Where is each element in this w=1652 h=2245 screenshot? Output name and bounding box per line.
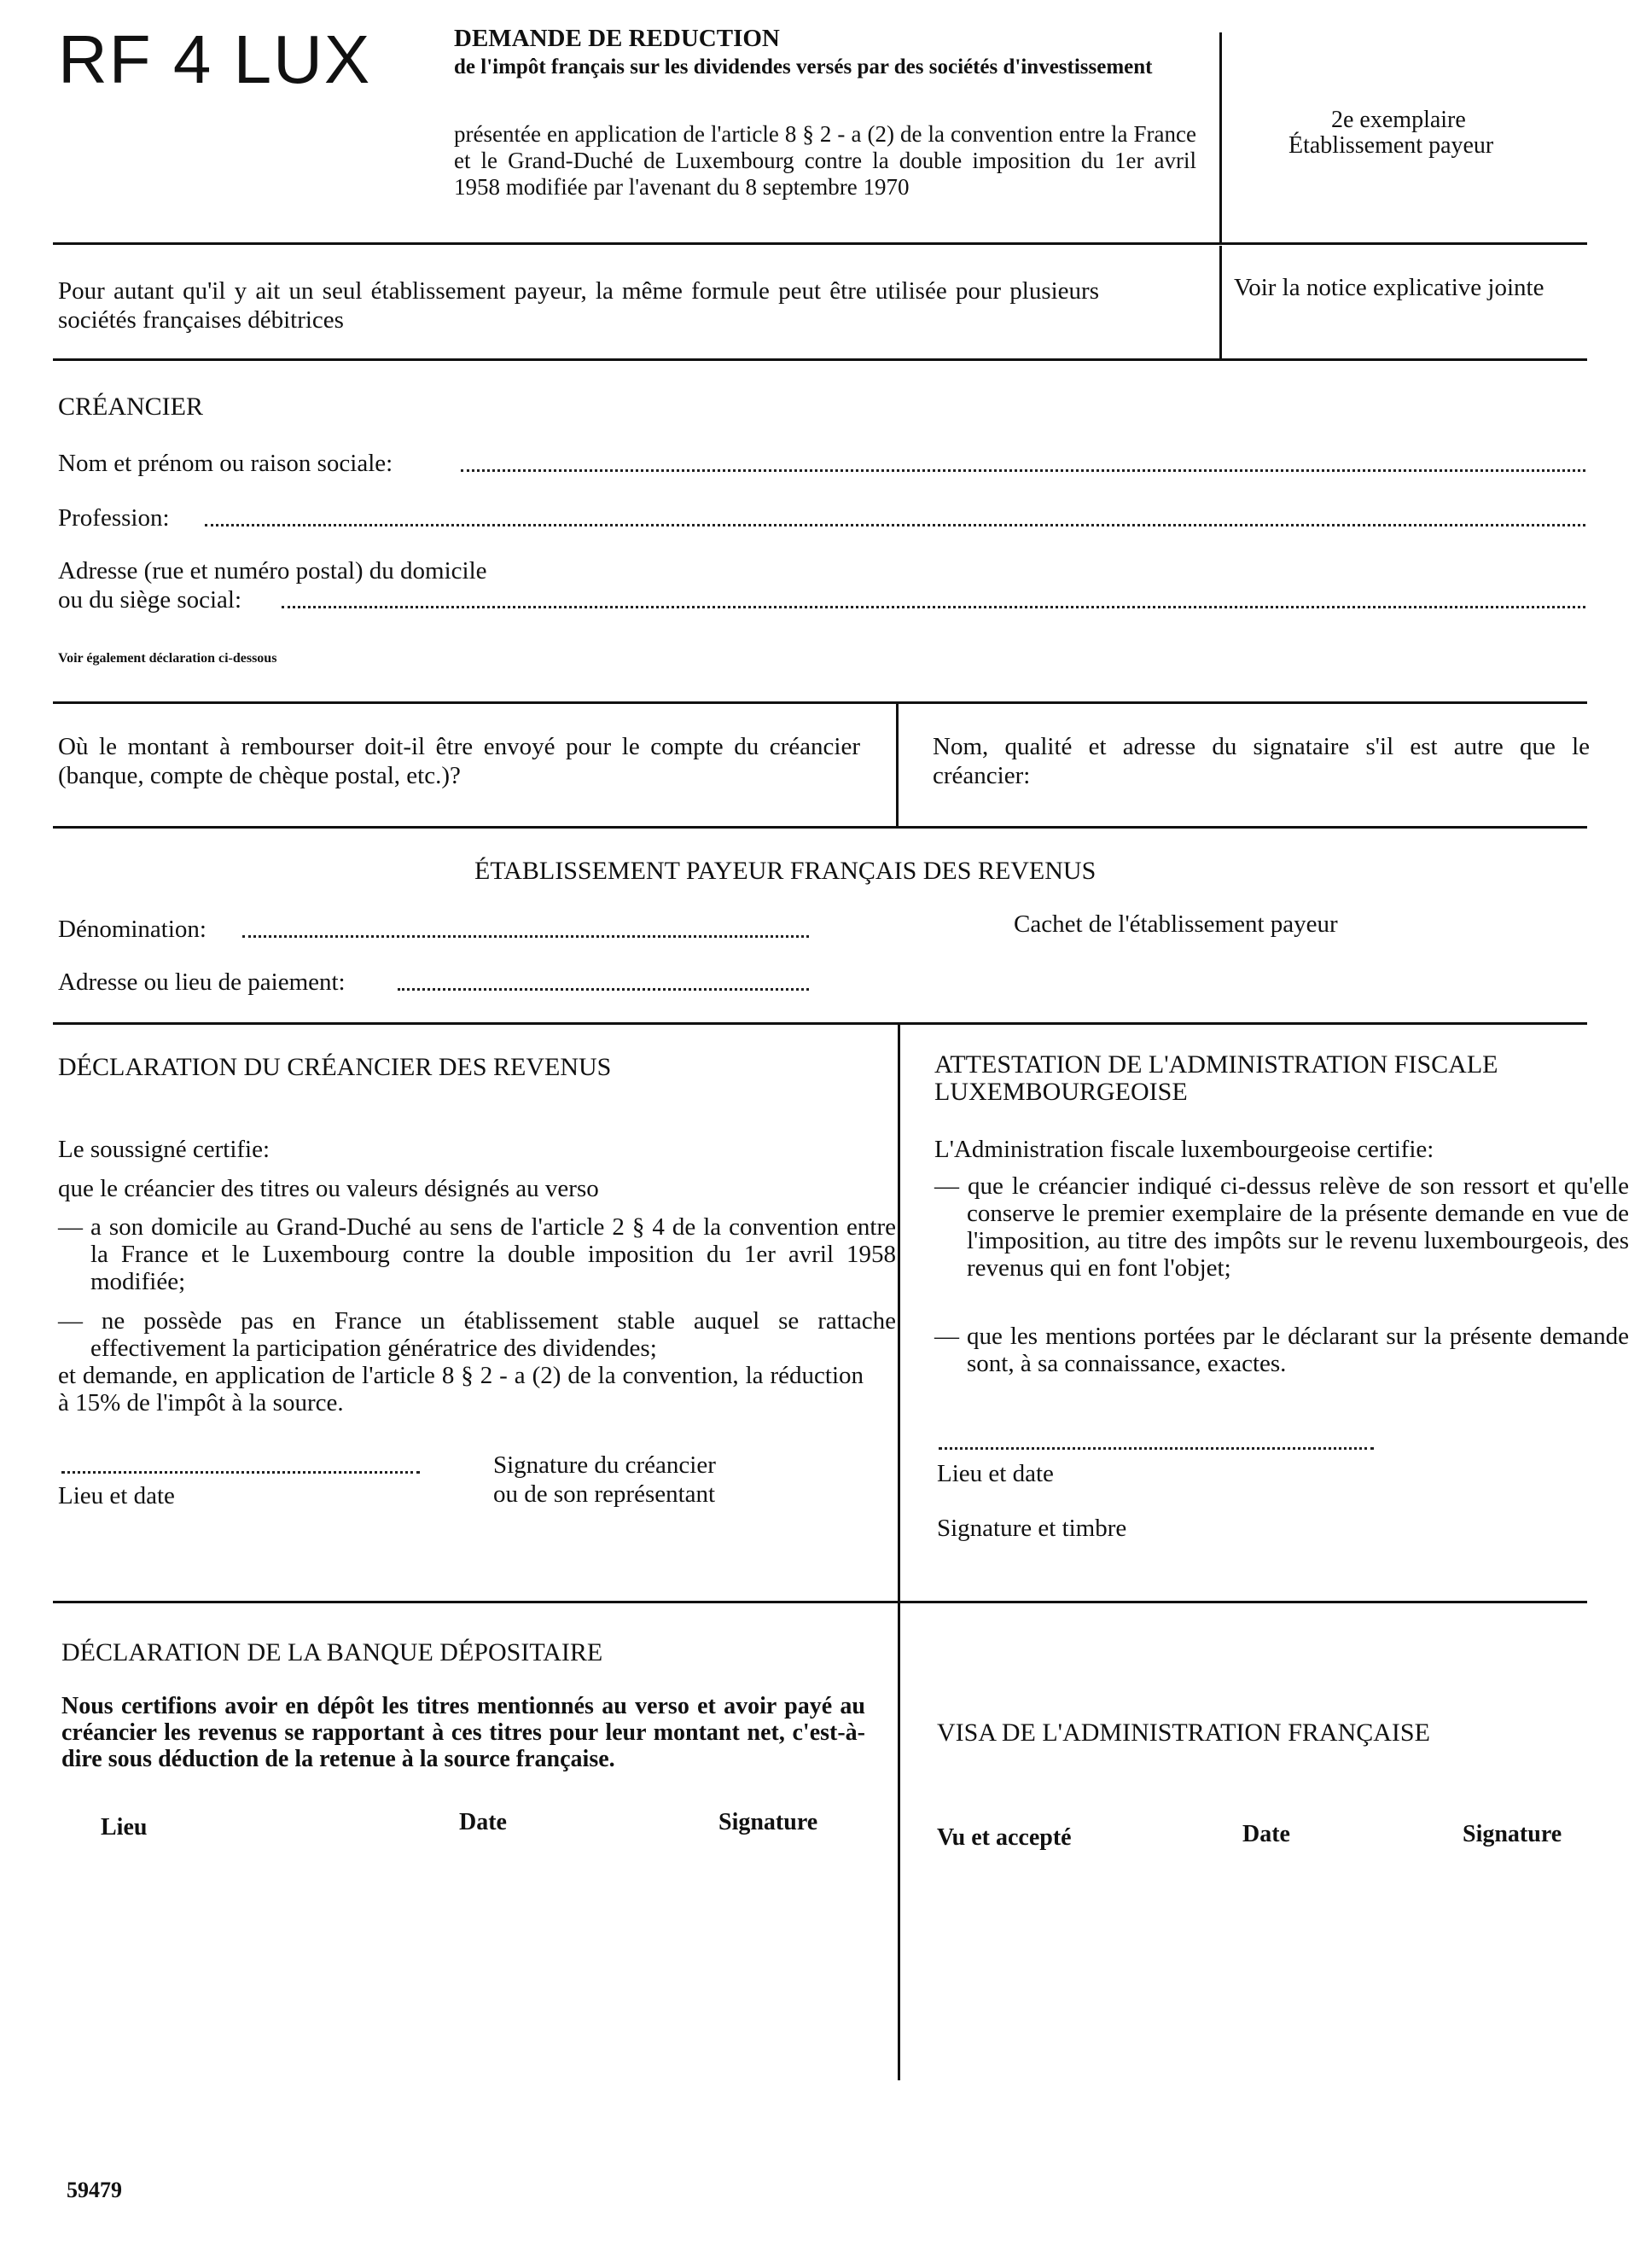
declaration-line1: que le créancier des titres ou valeurs désignés au verso xyxy=(58,1175,599,1202)
banque-heading: DÉCLARATION DE LA BANQUE DÉPOSITAIRE xyxy=(61,1638,603,1666)
etablissement-denomination-label: Dénomination: xyxy=(58,916,206,943)
notice-divider xyxy=(1219,246,1222,358)
divider-header xyxy=(53,242,1587,245)
etablissement-stamp-label: Cachet de l'établissement payeur xyxy=(1014,910,1338,938)
payment-question: Où le montant à rembourser doit-il être envoyé pour le compte du créancier (banque, compte de chèque postal, etc.)? xyxy=(58,733,860,789)
declaration-divider xyxy=(898,1024,900,1601)
creancier-name-label: Nom et prénom ou raison sociale: xyxy=(58,450,393,477)
creancier-see-also: Voir également déclaration ci-dessous xyxy=(58,651,277,666)
declaration-place-date-field[interactable] xyxy=(61,1471,420,1474)
notice-see-explanation: Voir la notice explicative jointe xyxy=(1234,274,1544,301)
form-number: 59479 xyxy=(67,2178,122,2202)
divider-creancier xyxy=(53,701,1587,704)
etablissement-address-label: Adresse ou lieu de paiement: xyxy=(58,968,346,996)
attestation-heading: ATTESTATION DE L'ADMINISTRATION FISCALE LUXEMBOURGEOISE xyxy=(934,1050,1498,1106)
declaration-certify: Le soussigné certifie: xyxy=(58,1136,270,1163)
visa-date-label: Date xyxy=(1242,1821,1290,1847)
creancier-profession-label: Profession: xyxy=(58,504,170,532)
form-code: RF 4 LUX xyxy=(58,21,372,97)
divider-declaration xyxy=(53,1601,1587,1603)
form-intro: présentée en application de l'article 8 § 2 - a (2) de la convention entre la France et le Grand-Duché de Luxembourg contre la double imposition du 1er avril 1958 modifiée par l'avenant du 8 septembre 1970 xyxy=(454,121,1196,200)
visa-accepted-label: Vu et accepté xyxy=(937,1824,1072,1851)
copy-recipient: Établissement payeur xyxy=(1288,132,1494,159)
declaration-item1: — a son domicile au Grand-Duché au sens de l'article 2 § 4 de la convention entre la France et le Luxembourg contre la double imposition du 1er avril 1958 modifiée; xyxy=(58,1213,896,1295)
declaration-signature-line2: ou de son représentant xyxy=(493,1480,716,1508)
attestation-place-date-label: Lieu et date xyxy=(937,1460,1054,1487)
banque-date-label: Date xyxy=(459,1809,507,1835)
payment-signatory: Nom, qualité et adresse du signataire s'il est autre que le créancier: xyxy=(933,733,1590,789)
divider-etablissement xyxy=(53,1022,1587,1025)
banque-text: Nous certifions avoir en dépôt les titres mentionnés au verso et avoir payé au créancier les revenus se rapportant à ces titres pour leur montant net, c'est-à-dire sous déduction de la retenue à la source française. xyxy=(61,1693,865,1772)
divider-notice xyxy=(53,358,1587,361)
attestation-place-date-field[interactable] xyxy=(939,1447,1374,1450)
form-title: DEMANDE DE REDUCTION xyxy=(454,25,780,52)
visa-signature-label: Signature xyxy=(1463,1821,1562,1847)
etablissement-heading: ÉTABLISSEMENT PAYEUR FRANÇAIS DES REVENUS xyxy=(474,857,1096,885)
etablissement-denomination-field[interactable] xyxy=(242,935,809,938)
etablissement-address-field[interactable] xyxy=(398,988,809,991)
header-divider xyxy=(1219,32,1222,242)
form-subtitle: de l'impôt français sur les dividendes versés par des sociétés d'investissement xyxy=(454,55,1153,79)
banque-place-label: Lieu xyxy=(101,1814,148,1841)
divider-payment xyxy=(53,826,1587,829)
declaration-place-date-label: Lieu et date xyxy=(58,1482,175,1509)
visa-heading: VISA DE L'ADMINISTRATION FRANÇAISE xyxy=(937,1719,1430,1747)
attestation-signature-label: Signature et timbre xyxy=(937,1515,1127,1542)
attestation-item2: — que les mentions portées par le déclarant sur la présente demande sont, à sa connaissance, exactes. xyxy=(934,1323,1629,1377)
payment-divider xyxy=(896,701,899,828)
creancier-address-label-1: Adresse (rue et numéro postal) du domicile xyxy=(58,557,487,585)
declaration-signature-line1: Signature du créancier xyxy=(493,1451,716,1479)
attestation-item1: — que le créancier indiqué ci-dessus relève de son ressort et qu'elle conserve le premier exemplaire de la présente demande en vue de l'imposition, au titre des impôts sur le revenu luxembourgeois, des revenus qui en font l'objet; xyxy=(934,1172,1629,1282)
declaration-item2: — ne possède pas en France un établissement stable auquel se rattache effectivement la participation génératrice des dividendes; xyxy=(58,1307,896,1362)
banque-signature-label: Signature xyxy=(718,1809,818,1835)
banque-divider xyxy=(898,1602,900,2080)
creancier-name-field[interactable] xyxy=(461,469,1585,472)
creancier-address-field[interactable] xyxy=(282,606,1585,608)
attestation-certify: L'Administration fiscale luxembourgeoise certifie: xyxy=(934,1136,1434,1163)
creancier-profession-field[interactable] xyxy=(205,524,1585,526)
notice-text: Pour autant qu'il y ait un seul établissement payeur, la même formule peut être utilisée pour plusieurs sociétés françaises débitrices xyxy=(58,277,1099,334)
creancier-address-label-2: ou du siège social: xyxy=(58,586,242,614)
declaration-heading: DÉCLARATION DU CRÉANCIER DES REVENUS xyxy=(58,1053,612,1081)
declaration-request: et demande, en application de l'article 8 § 2 - a (2) de la convention, la réduction à 15% de l'impôt à la source. xyxy=(58,1362,864,1416)
copy-number: 2e exemplaire xyxy=(1331,107,1466,133)
creancier-heading: CRÉANCIER xyxy=(58,393,204,421)
